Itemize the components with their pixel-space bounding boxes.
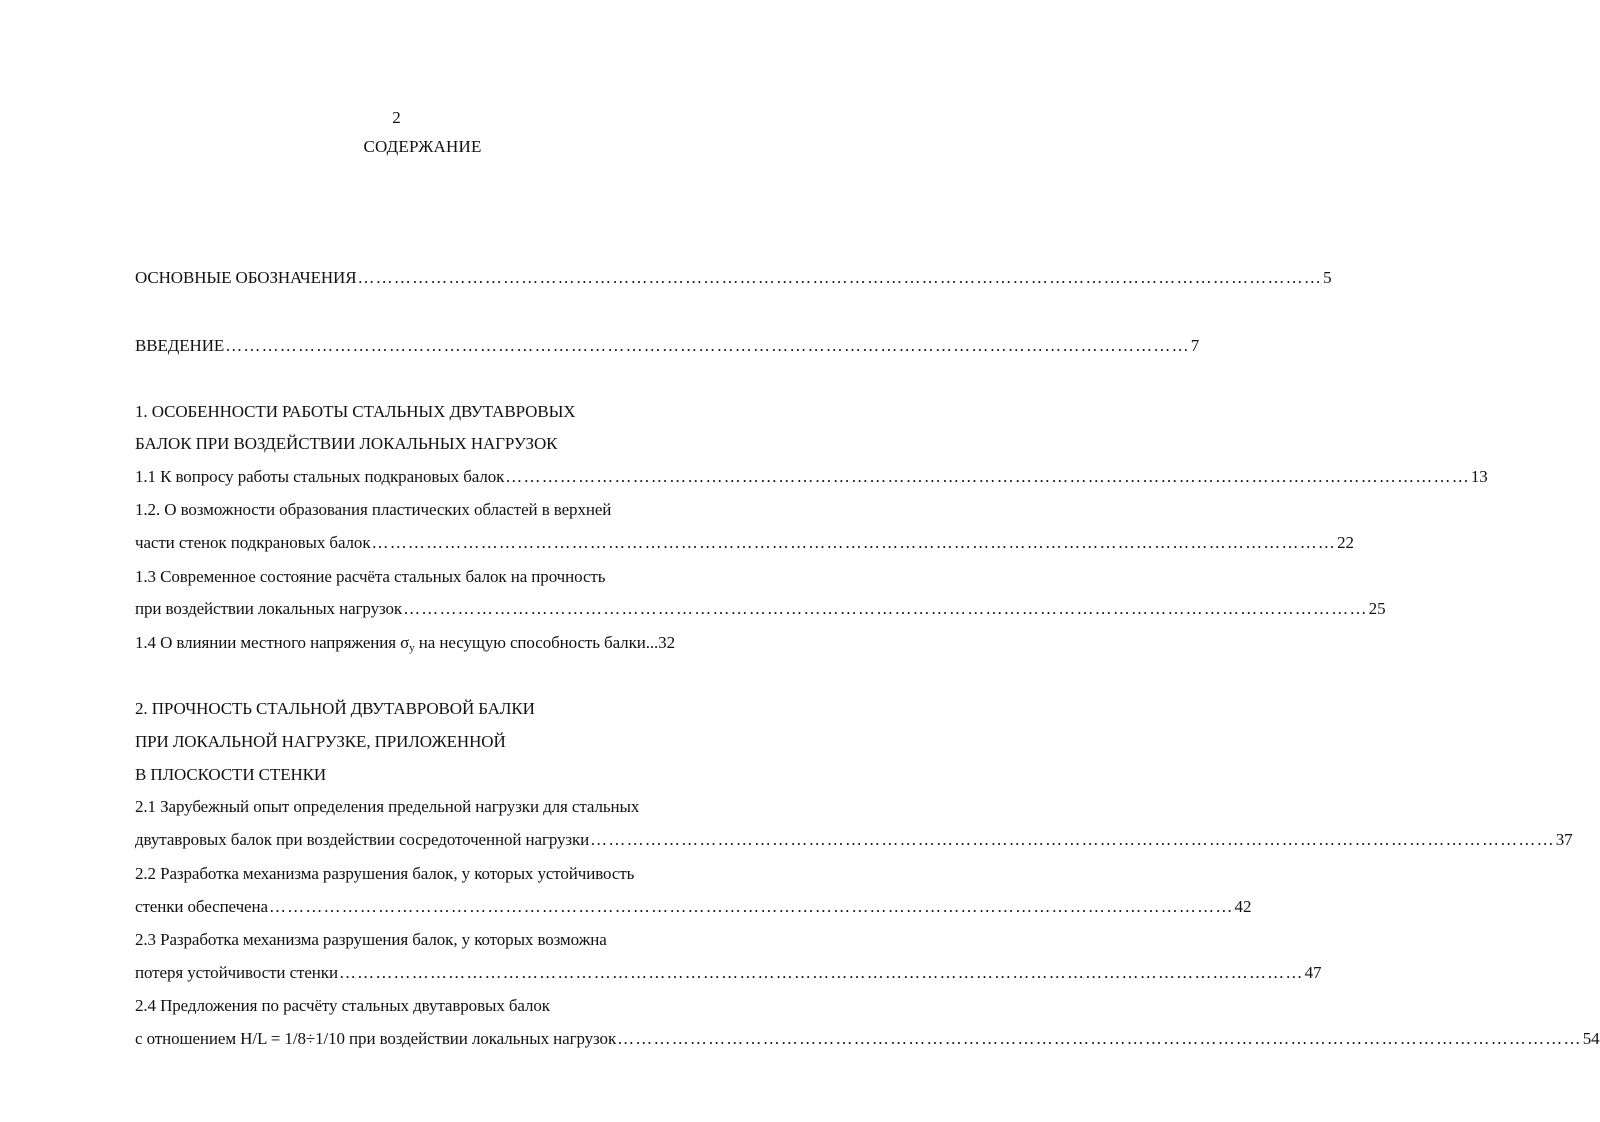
leader-dots: …………………………………………………………………………………………………………………………………………… xyxy=(357,268,1323,287)
toc-entry-1-2-line-1[interactable]: 1.2. О возможности образования пластических областей в верхней xyxy=(135,500,612,519)
toc-page-number: 7 xyxy=(1190,336,1200,355)
chapter-2-heading-line-3[interactable]: В ПЛОСКОСТИ СТЕНКИ xyxy=(135,765,327,784)
leader-dots: …………………………………………………………………………………………………………………………………………… xyxy=(505,467,1470,486)
toc-entry-2-3-line-1[interactable]: 2.3 Разработка механизма разрушения балок, у которых возможна xyxy=(135,930,607,949)
toc-page-number: 22 xyxy=(1337,533,1354,552)
toc-entry-2-4-line-1[interactable]: 2.4 Предложения по расчёту стальных двутавровых балок xyxy=(135,996,550,1015)
toc-entry-text: потеря устойчивости стенки xyxy=(135,963,338,982)
toc-entry-1-3-line-1[interactable]: 1.3 Современное состояние расчёта стальных балок на прочность xyxy=(135,567,606,586)
toc-entry-2-1[interactable] xyxy=(135,830,1573,850)
leader-dots: …………………………………………………………………………………………………………………………………………… xyxy=(403,599,1368,618)
toc-entry-text: ОСНОВНЫЕ ОБОЗНАЧЕНИЯ xyxy=(135,268,357,287)
toc-entry-2-4[interactable] xyxy=(135,1029,1600,1049)
toc-entry-2-3[interactable] xyxy=(135,963,1322,983)
toc-entry-text-before: 1.4 О влиянии местного напряжения σ xyxy=(135,633,410,652)
chapter-1-heading-line-2[interactable]: БАЛОК ПРИ ВОЗДЕЙСТВИИ ЛОКАЛЬНЫХ НАГРУЗОК xyxy=(135,434,558,453)
toc-page-number: 37 xyxy=(1555,830,1573,849)
toc-page-number: 25 xyxy=(1368,599,1386,618)
toc-page-number: 54 xyxy=(1582,1029,1600,1048)
toc-entry-text: при воздействии локальных нагрузок xyxy=(135,599,403,618)
toc-entry-2-1-line-1[interactable]: 2.1 Зарубежный опыт определения предельной нагрузки для стальных xyxy=(135,797,640,816)
toc-entry-notation[interactable] xyxy=(135,268,1332,288)
toc-entry-1-2[interactable] xyxy=(135,533,1354,553)
toc-page-number: 47 xyxy=(1304,963,1322,982)
leader-dots: …………………………………………………………………………………………………………………………………………… xyxy=(590,830,1555,849)
toc-entry-text: стенки обеспечена xyxy=(135,897,268,916)
toc-entry-2-2[interactable] xyxy=(135,897,1252,917)
toc-entry-text: двутавровых балок при воздействии сосредоточенной нагрузки xyxy=(135,830,590,849)
leader-dots: …………………………………………………………………………………………………………………………………………… xyxy=(268,897,1234,916)
toc-entry-text-after: на несущую способность балки xyxy=(414,633,646,652)
toc-page-number: ...32 xyxy=(645,633,675,652)
chapter-1-heading-line-1[interactable]: 1. ОСОБЕННОСТИ РАБОТЫ СТАЛЬНЫХ ДВУТАВРОВЫХ xyxy=(135,402,576,421)
toc-entry-text: с отношением H/L = 1/8÷1/10 при воздействии локальных нагрузок xyxy=(135,1029,617,1048)
page-title: СОДЕРЖАНИЕ xyxy=(363,137,482,156)
toc-entry-text: 1.1 К вопросу работы стальных подкрановых балок xyxy=(135,467,505,486)
toc-entry-intro[interactable] xyxy=(135,336,1200,356)
toc-entry-1-4[interactable] xyxy=(135,633,738,658)
toc-page-number: 13 xyxy=(1470,467,1488,486)
toc-entry-1-1[interactable] xyxy=(135,467,1488,487)
toc-page-number: 5 xyxy=(1323,268,1332,287)
leader-dots: …………………………………………………………………………………………………………………………………………… xyxy=(617,1029,1582,1048)
toc-page-number: 42 xyxy=(1234,897,1252,916)
chapter-2-heading-line-1[interactable]: 2. ПРОЧНОСТЬ СТАЛЬНОЙ ДВУТАВРОВОЙ БАЛКИ xyxy=(135,699,535,718)
toc-entry-text xyxy=(135,633,646,658)
chapter-2-heading-line-2[interactable]: ПРИ ЛОКАЛЬНОЙ НАГРУЗКЕ, ПРИЛОЖЕННОЙ xyxy=(135,732,506,751)
toc-entry-text: ВВЕДЕНИЕ xyxy=(135,336,225,355)
leader-dots: …………………………………………………………………………………………………………………………………………… xyxy=(225,336,1190,355)
subscript-y: y xyxy=(409,642,415,654)
leader-dots: …………………………………………………………………………………………………………………………………………… xyxy=(338,963,1304,982)
leader-dots: …………………………………………………………………………………………………………………………………………… xyxy=(371,533,1337,552)
page-number: 2 xyxy=(392,108,401,127)
toc-entry-text: части стенок подкрановых балок xyxy=(135,533,371,552)
toc-entry-1-3[interactable] xyxy=(135,599,1386,619)
toc-entry-2-2-line-1[interactable]: 2.2 Разработка механизма разрушения балок, у которых устойчивость xyxy=(135,864,635,883)
